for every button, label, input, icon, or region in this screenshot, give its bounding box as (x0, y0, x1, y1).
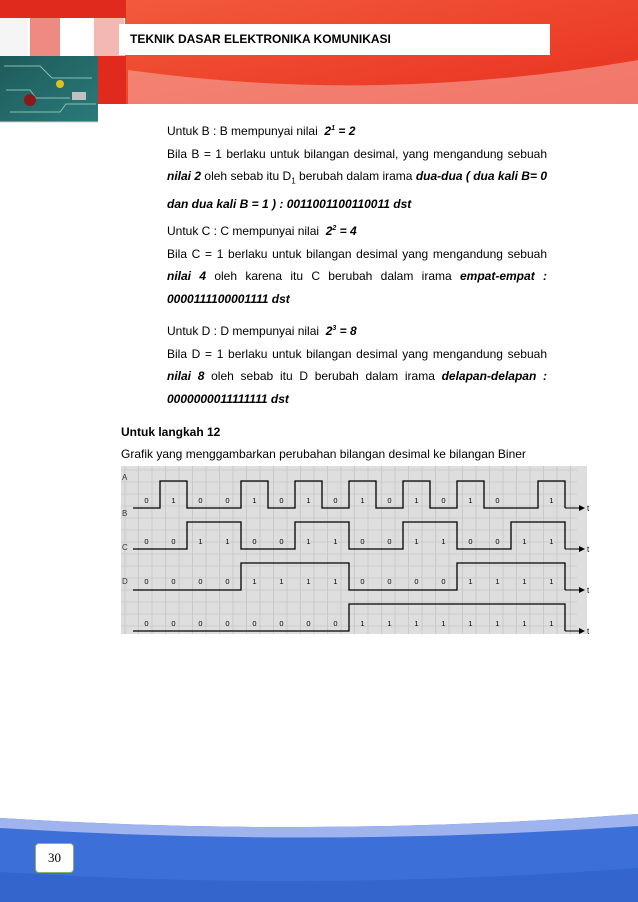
value-label: 0 (306, 619, 311, 628)
value-label: 1 (522, 619, 527, 628)
value-label: 0 (387, 577, 392, 586)
paragraph-b (167, 118, 547, 215)
section-title: Untuk langkah 12 (121, 425, 221, 439)
paragraph-d (167, 318, 547, 410)
row-label: C (122, 543, 128, 552)
value-label: 1 (225, 537, 230, 546)
value-label: 0 (252, 537, 257, 546)
value-label: 1 (549, 537, 554, 546)
value-label: 1 (414, 619, 419, 628)
value-label: 0 (225, 577, 230, 586)
value-label: 0 (279, 537, 284, 546)
page-number: 30 (35, 843, 74, 873)
paragraph-c-intro: Untuk C : C mempunyai nilai $2^2 = 4$ (167, 224, 357, 238)
value-label: 1 (495, 619, 500, 628)
value-label: 0 (144, 496, 149, 505)
value-label: 1 (522, 577, 527, 586)
value-label: 1 (522, 537, 527, 546)
value-label: 0 (360, 577, 365, 586)
header-title: TEKNIK DASAR ELEKTRONIKA KOMUNIKASI (119, 24, 550, 55)
value-label: 1 (414, 496, 419, 505)
section-description: Grafik yang menggambarkan perubahan bilangan desimal ke bilangan Biner (121, 447, 526, 461)
timing-diagram (121, 466, 590, 636)
value-label: 0 (225, 619, 230, 628)
paragraph-b-body: Bila B = 1 berlaku untuk bilangan desimal, yang mengandung sebuah nilai 2 oleh sebab itu $D_1$ berubah dalam irama dua-dua ( dua kali B= 0 dan dua kali B = 1 ) : 0011001100110011 dst (167, 146, 547, 211)
time-axis-label: t (587, 504, 590, 513)
value-label: 0 (333, 496, 338, 505)
value-label: 0 (225, 496, 230, 505)
value-label: 1 (360, 496, 365, 505)
value-label: 0 (198, 577, 203, 586)
value-label: 0 (441, 577, 446, 586)
value-label: 1 (333, 577, 338, 586)
value-label: 1 (387, 619, 392, 628)
value-label: 1 (468, 496, 473, 505)
value-label: 1 (279, 577, 284, 586)
value-label: 0 (171, 619, 176, 628)
value-label: 0 (387, 496, 392, 505)
value-label: 1 (549, 577, 554, 586)
value-label: 0 (360, 537, 365, 546)
value-label: 1 (495, 577, 500, 586)
value-label: 1 (306, 577, 311, 586)
time-axis-label: t (587, 627, 590, 636)
paragraph-b-intro: Untuk B : B mempunyai nilai $2^1 = 2$ (167, 124, 356, 138)
value-label: 0 (144, 537, 149, 546)
paragraph-d-intro: Untuk D : D mempunyai nilai $2^3 = 8$ (167, 324, 357, 338)
value-label: 0 (495, 537, 500, 546)
value-label: 0 (333, 619, 338, 628)
value-label: 1 (306, 537, 311, 546)
time-axis-label: t (587, 586, 590, 595)
value-label: 0 (387, 537, 392, 546)
value-label: 0 (198, 619, 203, 628)
value-label: 1 (468, 619, 473, 628)
value-label: 0 (441, 496, 446, 505)
value-label: 1 (198, 537, 203, 546)
value-label: 0 (279, 619, 284, 628)
paragraph-d-body: Bila D = 1 berlaku untuk bilangan desimal yang mengandung sebuah nilai 8 oleh sebab itu D berubah dalam irama delapan-delapan : 0000000011111111 dst (167, 346, 547, 406)
value-label: 1 (360, 619, 365, 628)
value-label: 1 (252, 577, 257, 586)
value-label: 0 (171, 537, 176, 546)
value-label: 1 (252, 496, 257, 505)
paragraph-c-body: Bila C = 1 berlaku untuk bilangan desimal yang mengandung sebuah nilai 4 oleh karena itu C berubah dalam irama empat-empat : 0000111100001111 dst (167, 246, 547, 306)
value-label: 1 (306, 496, 311, 505)
value-label: 1 (171, 496, 176, 505)
value-label: 1 (468, 577, 473, 586)
value-label: 0 (414, 577, 419, 586)
value-label: 1 (441, 537, 446, 546)
value-label: 1 (333, 537, 338, 546)
value-label: 1 (414, 537, 419, 546)
value-label: 0 (144, 577, 149, 586)
footer-band (0, 812, 638, 902)
value-label: 1 (441, 619, 446, 628)
value-label: 0 (171, 577, 176, 586)
value-label: 0 (495, 496, 500, 505)
row-label: B (122, 509, 128, 518)
row-label: A (122, 473, 128, 482)
value-label: 1 (549, 619, 554, 628)
value-label: 0 (198, 496, 203, 505)
chart-background (121, 466, 587, 634)
row-label: D (122, 577, 128, 586)
time-axis-label: t (587, 545, 590, 554)
value-label: 0 (468, 537, 473, 546)
value-label: 0 (252, 619, 257, 628)
value-label: 0 (144, 619, 149, 628)
value-label: 0 (279, 496, 284, 505)
value-label: 1 (549, 496, 554, 505)
paragraph-c (167, 218, 547, 310)
